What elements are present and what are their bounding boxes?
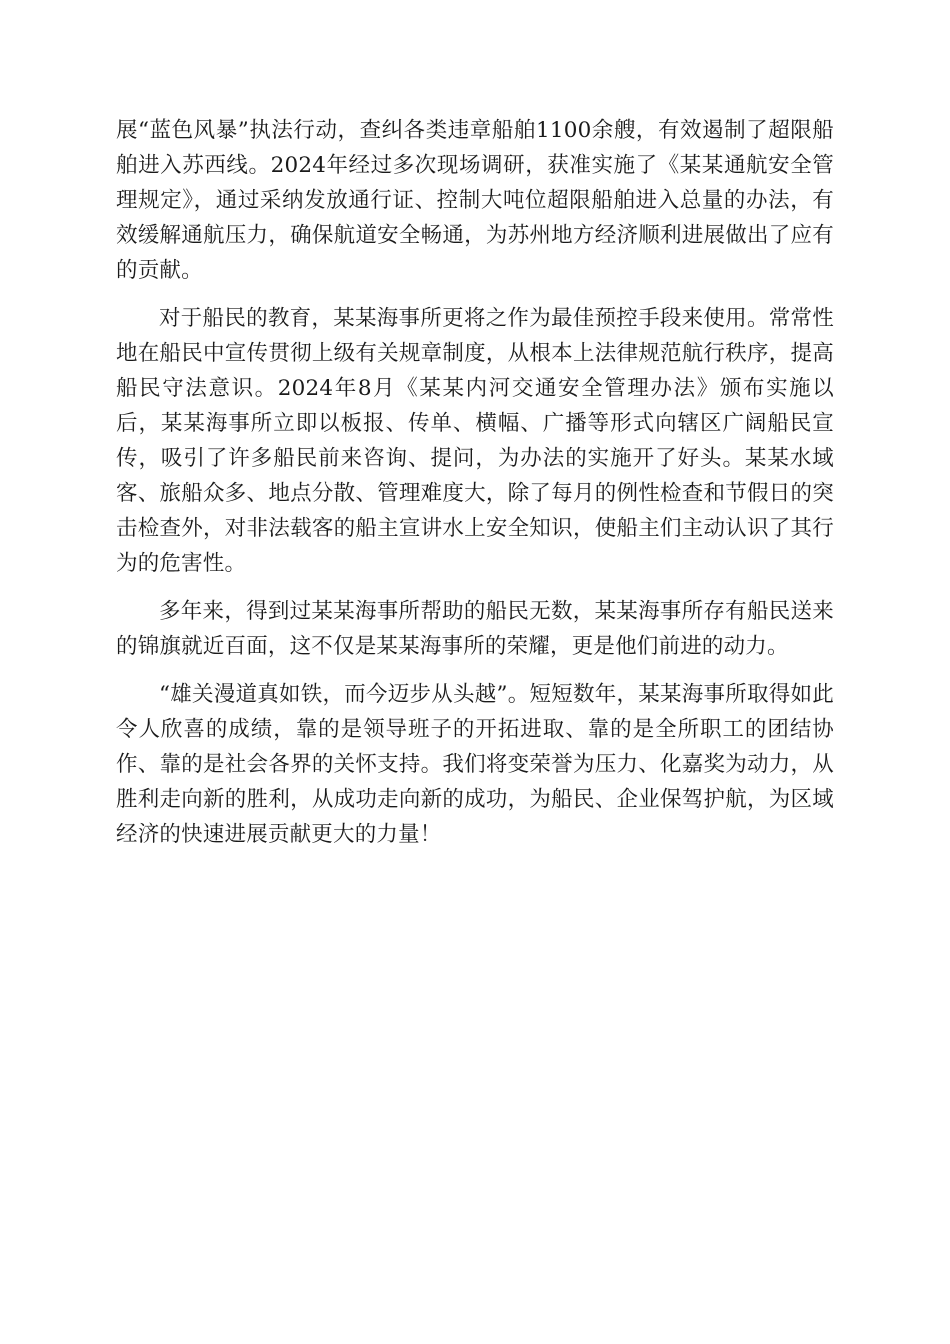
- paragraph-education: 对于船民的教育，某某海事所更将之作为最佳预控手段来使用。常常性地在船民中宣传贯彻上级有关规章制度，从根本上法律规范航行秩序，提高船民守法意识。2024年8月《某某内河交通安全管理办法》颁布实施以后，某某海事所立即以板报、传单、横幅、广播等形式向辖区广阔船民宣传，吸引了许多船民前来咨询、提问，为办法的实施开了好头。某某水域客、旅船众多、地点分散、管理难度大，除了每月的例性检查和节假日的突击检查外，对非法载客的船主宣讲水上安全知识，使船主们主动认识了其行为的危害性。: [116, 306, 834, 576]
- paragraph-banners: 多年来，得到过某某海事所帮助的船民无数，某某海事所存有船民送来的锦旗就近百面，这不仅是某某海事所的荣耀，更是他们前进的动力。: [116, 599, 834, 659]
- paragraph-continuation: 展“蓝色风暴”执法行动，查纠各类违章船舶1100余艘，有效遏制了超限船舶进入苏西线。2024年经过多次现场调研，获准实施了《某某通航安全管理规定》，通过采纳发放通行证、控制大吨位超限船舶进入总量的办法，有效缓解通航压力，确保航道安全畅通，为苏州地方经济顺利进展做出了应有的贡献。: [116, 118, 834, 283]
- document-body: [116, 113, 834, 865]
- paragraph-conclusion: “雄关漫道真如铁，而今迈步从头越”。短短数年，某某海事所取得如此令人欣喜的成绩，靠的是领导班子的开拓进取、靠的是全所职工的团结协作、靠的是社会各界的关怀支持。我们将变荣誉为压力、化嘉奖为动力，从胜利走向新的胜利，从成功走向新的成功，为船民、企业保驾护航，为区域经济的快速进展贡献更大的力量！: [116, 682, 834, 847]
